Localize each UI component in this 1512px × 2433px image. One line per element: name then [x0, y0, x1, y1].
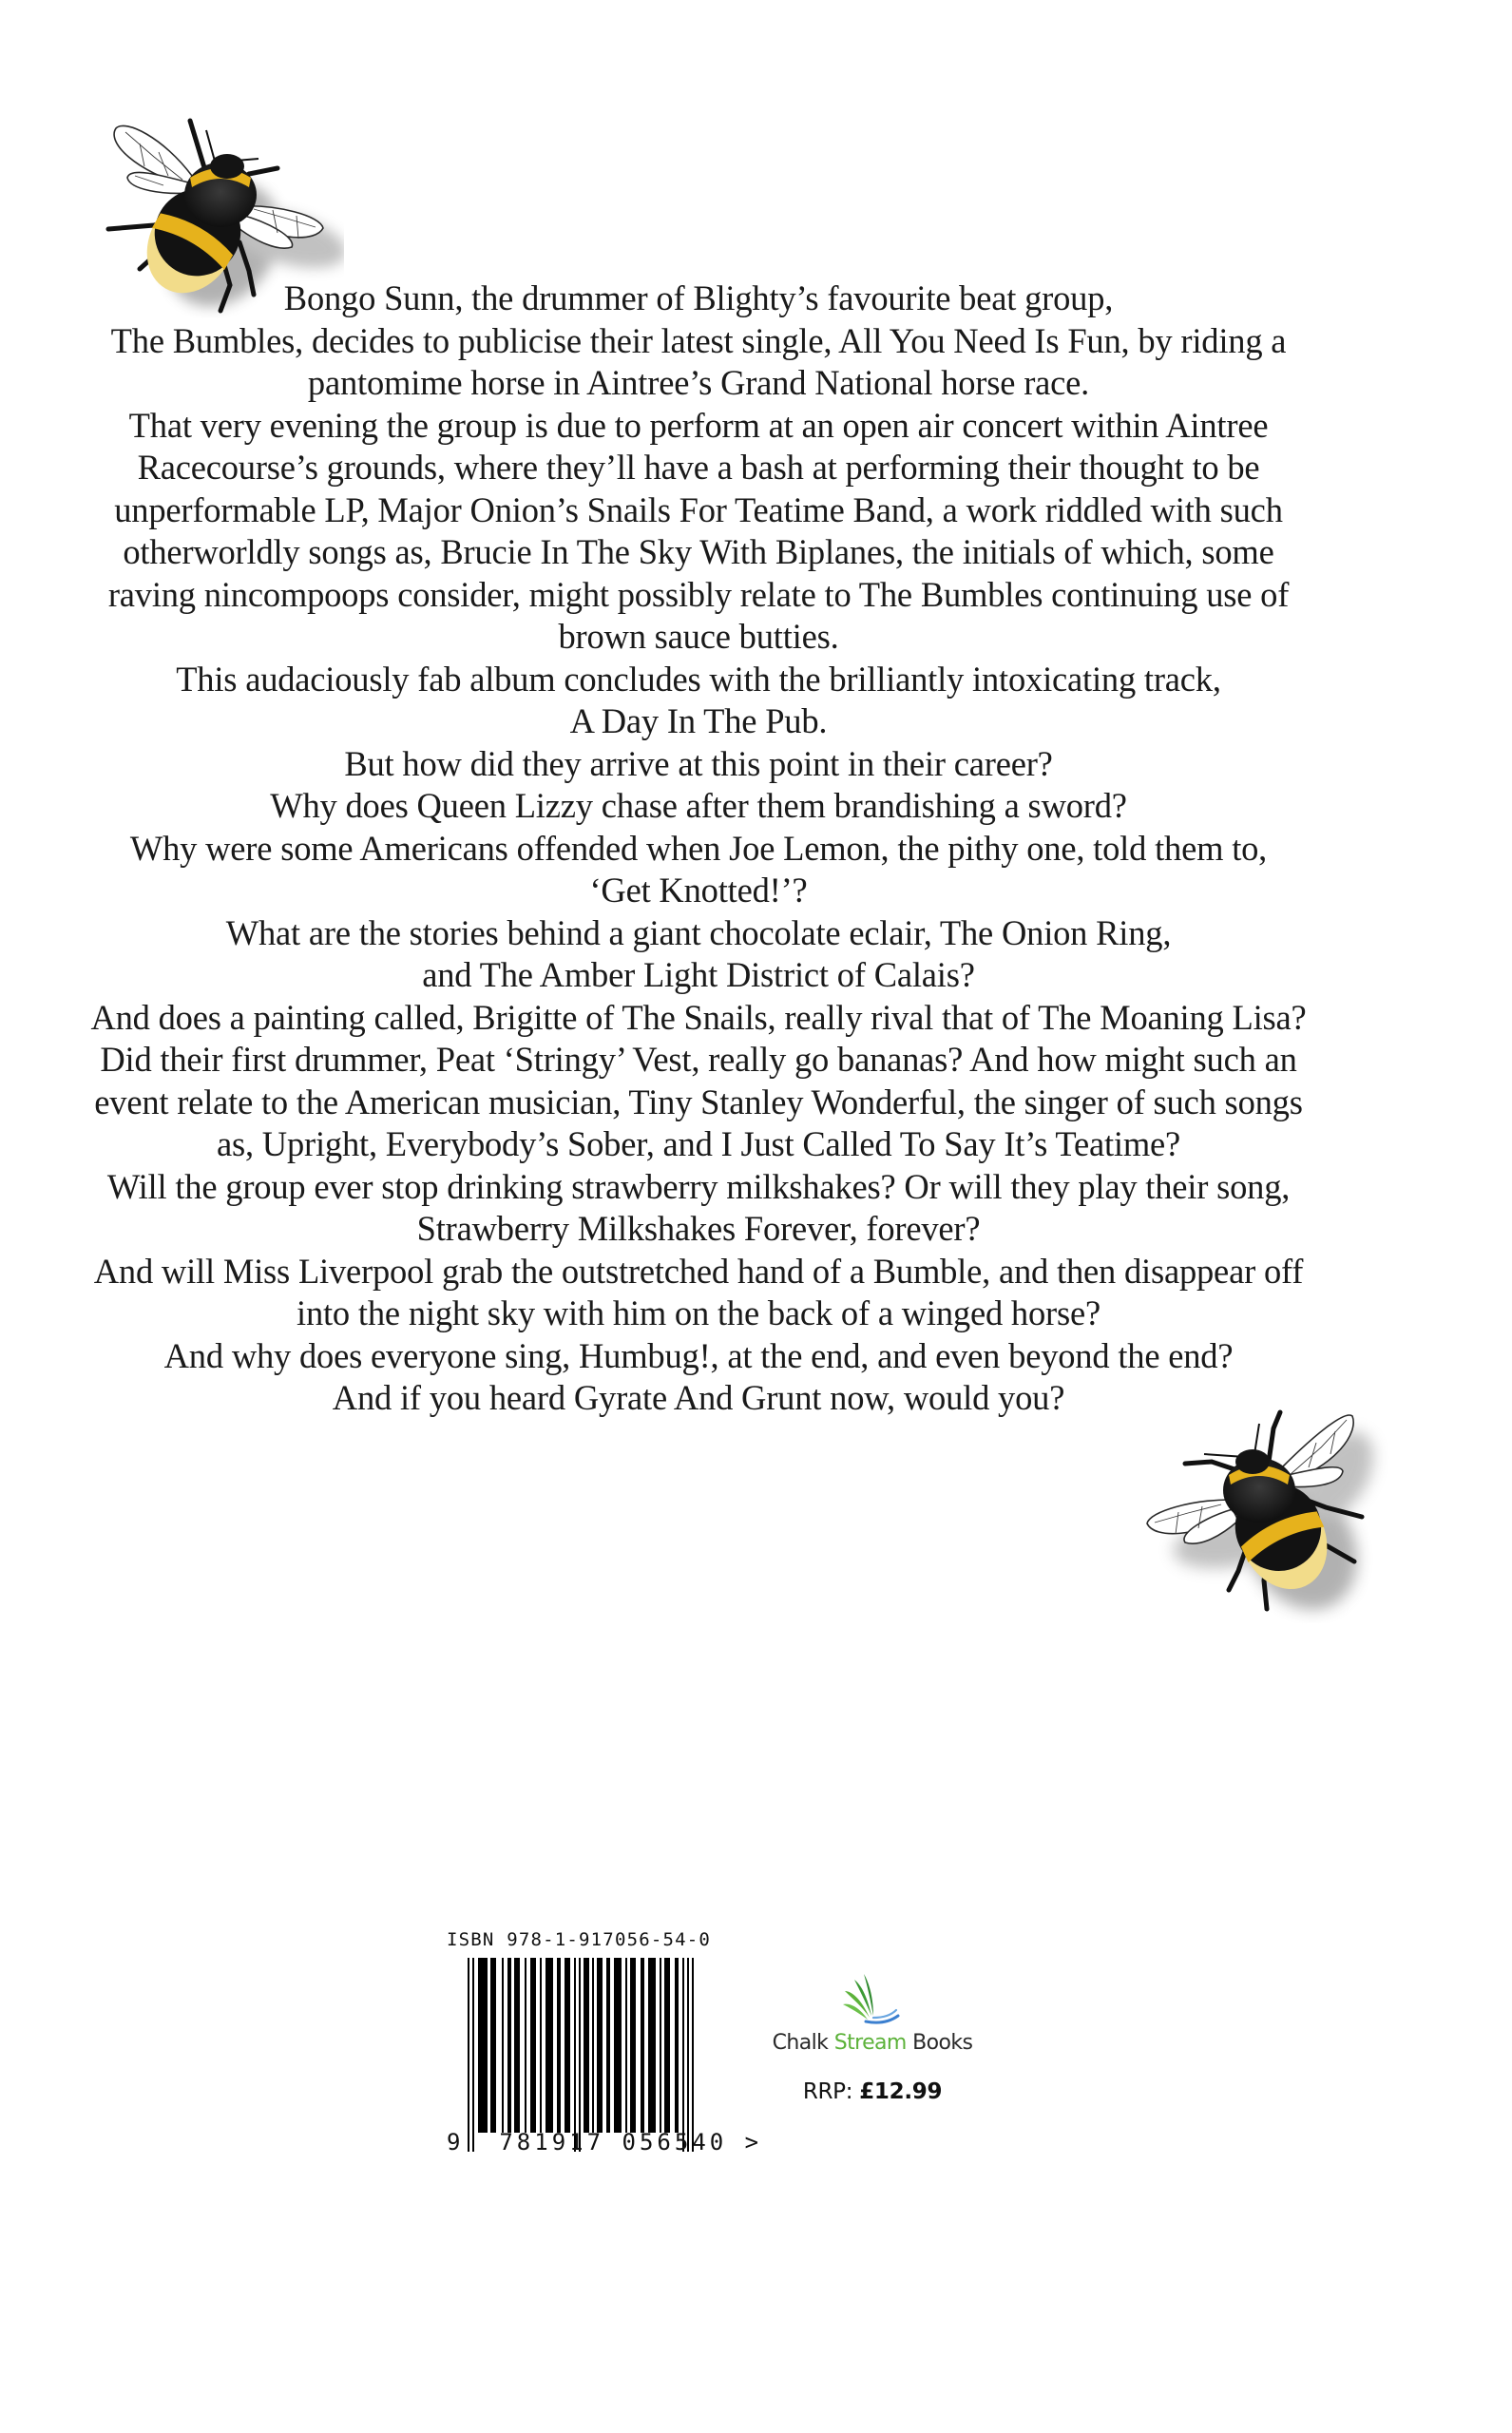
isbn-digit-tail: >: [744, 2129, 763, 2155]
barcode-icon: [447, 1958, 732, 2152]
blurb-line: A Day In The Pub.: [569, 701, 828, 740]
blurb-line: And if you heard Gyrate And Grunt now, would you?: [332, 1378, 1065, 1417]
blurb-line: Why does Queen Lizzy chase after them brandishing a sword?: [270, 786, 1127, 825]
blurb-line: unperformable LP, Major Onion’s Snails For Teatime Band, a work riddled with such: [114, 489, 1283, 529]
blurb-line: otherworldly songs as, Brucie In The Sky With Biplanes, the initials of which, some: [123, 532, 1274, 571]
blurb-line: brown sauce butties.: [558, 617, 839, 656]
blurb-line: And does a painting called, Brigitte of The Snails, really rival that of The Moaning Lisa?: [90, 997, 1307, 1037]
isbn-digits-right: 056540: [622, 2129, 728, 2155]
blurb-line: event relate to the American musician, Tiny Stanley Wonderful, the singer of such songs: [94, 1082, 1303, 1121]
blurb-line: What are the stories behind a giant chocolate eclair, The Onion Ring,: [225, 912, 1172, 952]
blurb-line: This audaciously fab album concludes with the brilliantly intoxicating track,: [176, 659, 1221, 699]
blurb-line: into the night sky with him on the back of a winged horse?: [297, 1293, 1101, 1332]
isbn-digits: [447, 2129, 762, 2155]
blurb-line: And will Miss Liverpool grab the outstretched hand of a Bumble, and then disappear off: [93, 1251, 1304, 1291]
blurb-line: Will the group ever stop drinking strawberry milkshakes? Or will they play their song,: [106, 1166, 1291, 1206]
blurb-line: Did their first drummer, Peat ‘Stringy’ Vest, really go bananas? And how might such an: [100, 1040, 1297, 1079]
isbn-label: ISBN 978-1-917056-54-0: [447, 1929, 712, 1950]
blurb-line: Bongo Sunn, the drummer of Blighty’s favourite beat group,: [283, 278, 1114, 317]
blurb-line: And why does everyone sing, Humbug!, at the end, and even beyond the end?: [163, 1335, 1234, 1375]
publisher-block: [768, 1972, 977, 2104]
back-cover-blurb: [57, 278, 1340, 1420]
isbn-digits-left: 781917: [499, 2129, 605, 2155]
blurb-line: That very evening the group is due to perform at an open air concert within Aintree: [128, 405, 1269, 445]
rrp-label: RRP:: [802, 2079, 860, 2104]
blurb-line: The Bumbles, decides to publicise their latest single, All You Need Is Fun, by riding a: [110, 320, 1287, 360]
blurb-line: Strawberry Milkshakes Forever, forever?: [416, 1209, 981, 1248]
publisher-name-chalk: Chalk: [772, 2031, 834, 2055]
publisher-name-stream: Stream: [833, 2031, 907, 2055]
chalk-stream-logo-icon: [839, 1972, 906, 2027]
blurb-line: and The Amber Light District of Calais?: [422, 955, 975, 994]
rrp-value: £12.99: [859, 2079, 943, 2104]
blurb-line: But how did they arrive at this point in their career?: [344, 743, 1053, 783]
blurb-line: Why were some Americans offended when Joe Lemon, the pithy one, told them to,: [129, 828, 1268, 868]
blurb-line: Racecourse’s grounds, where they’ll have a bash at performing their thought to be: [137, 448, 1260, 487]
blurb-line: as, Upright, Everybody’s Sober, and I Just Called To Say It’s Teatime?: [216, 1124, 1181, 1163]
retail-price: [768, 2079, 977, 2104]
blurb-line: pantomime horse in Aintree’s Grand National horse race.: [307, 363, 1090, 402]
bumblebee-icon: [1126, 1395, 1392, 1623]
isbn-barcode: [447, 1929, 763, 2176]
isbn-digit-lead: 9: [447, 2129, 465, 2155]
publisher-name: [768, 2031, 977, 2055]
blurb-line: ‘Get Knotted!’?: [589, 871, 808, 910]
blurb-line: raving nincompoops consider, might possibly relate to The Bumbles continuing use of: [107, 574, 1290, 614]
publisher-name-books: Books: [906, 2031, 973, 2055]
